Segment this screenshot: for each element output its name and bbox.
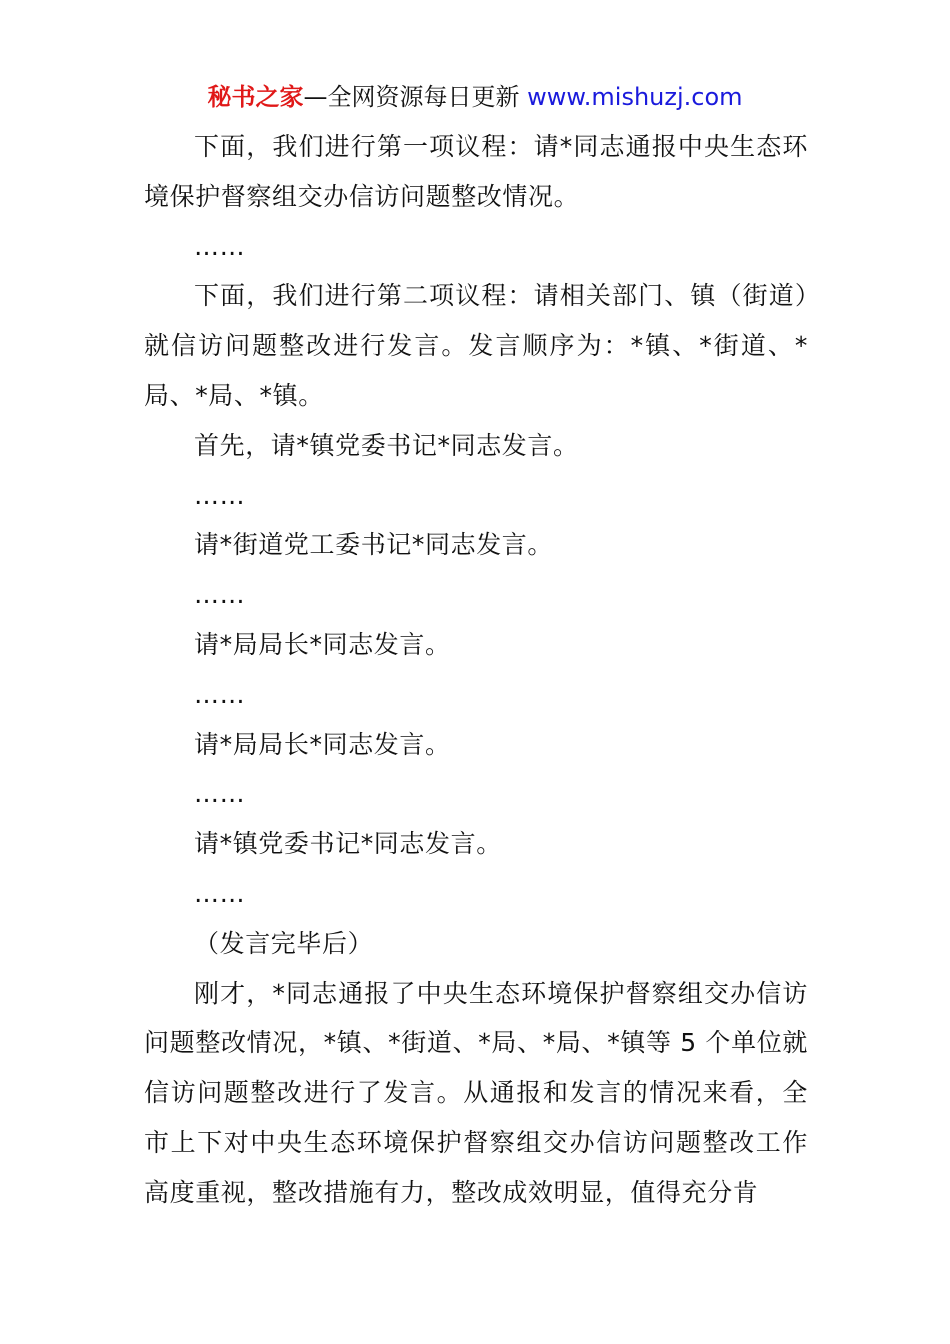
paragraph-speaker-5: 请*镇党委书记*同志发言。: [194, 829, 502, 859]
paragraph-summary: 刚才，*同志通报了中央生态环境保护督察组交办信访问题整改情况，*镇、*街道、*局、*局、*镇等 5 个单位就信访问题整改进行了发言。从通报和发言的情况来看，全市上下对中央生态环境保护督察组交办信访问题整改工作高度重视，整改措施有力，整改成效明显，值得充分肯: [144, 978, 808, 1207]
paragraph-agenda-item-2: 下面，我们进行第二项议程：请相关部门、镇（街道）就信访问题整改进行发言。发言顺序为：*镇、*街道、*局、*局、*镇。: [144, 281, 808, 410]
paragraph-after-speeches: （发言完毕后）: [194, 928, 374, 958]
site-url: www.mishuzj.com: [527, 83, 743, 111]
ellipsis: ……: [194, 231, 246, 261]
ellipsis: ……: [194, 878, 246, 908]
paragraph-speaker-1: 首先，请*镇党委书记*同志发言。: [194, 430, 579, 460]
brand-name: 秘书之家: [207, 83, 304, 111]
ellipsis: ……: [194, 679, 246, 709]
paragraph-speaker-3: 请*局局长*同志发言。: [194, 629, 451, 659]
ellipsis: ……: [194, 779, 246, 809]
header-tagline: —全网资源每日更新: [303, 83, 528, 111]
paragraph-speaker-2: 请*街道党工委书记*同志发言。: [194, 530, 554, 560]
document-body: [144, 122, 808, 1218]
paragraph-speaker-4: 请*局局长*同志发言。: [194, 729, 451, 759]
page-header: [0, 80, 950, 114]
ellipsis: ……: [194, 480, 246, 510]
paragraph-agenda-item-1: 下面，我们进行第一项议程：请*同志通报中央生态环境保护督察组交办信访问题整改情况。: [144, 132, 808, 211]
ellipsis: ……: [194, 580, 246, 610]
